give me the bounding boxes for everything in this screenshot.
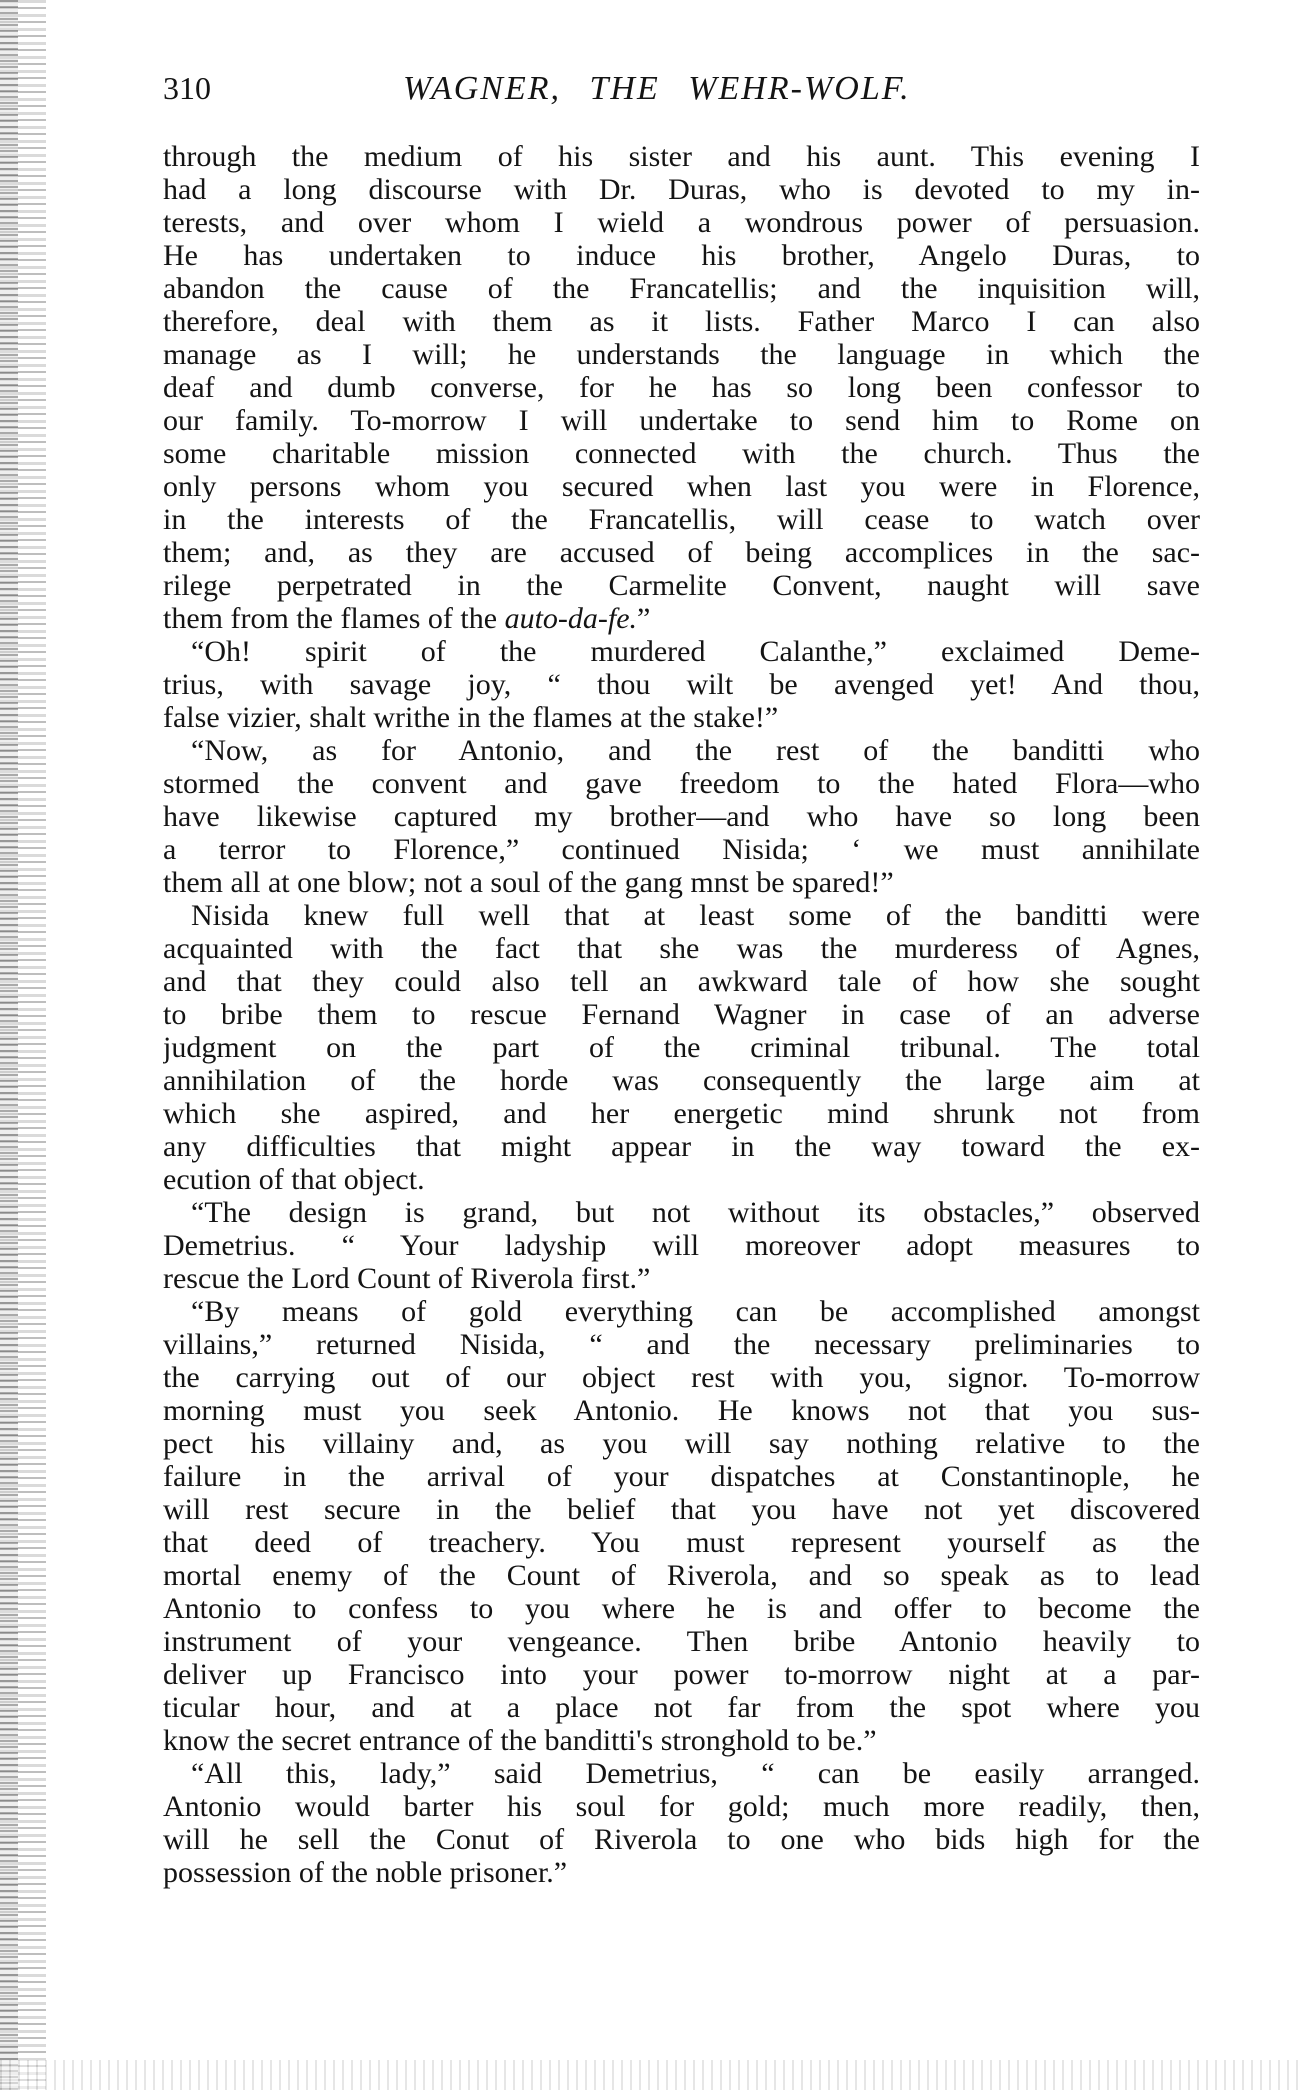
text-line: our family. To-morrow I will undertake to send him to Rome on [163,404,1200,437]
body-text [163,140,1200,1889]
text-line: and that they could also tell an awkward tale of how she sought [163,965,1200,998]
text-line: will rest secure in the belief that you have not yet discovered [163,1493,1200,1526]
text-line: terests, and over whom I wield a wondrous power of persuasion. [163,206,1200,239]
text-line: possession of the noble prisoner.” [163,1856,568,1889]
text-line: He has undertaken to induce his brother, Angelo Duras, to [163,239,1200,272]
text-line: deaf and dumb converse, for he has so long been confessor to [163,371,1200,404]
text-line: instrument of your vengeance. Then bribe Antonio heavily to [163,1625,1200,1658]
text-line: pect his villainy and, as you will say nothing relative to the [163,1427,1200,1460]
text-line: “By means of gold everything can be accomplished amongst [191,1295,1200,1328]
text-line: Nisida knew full well that at least some of the banditti were [191,899,1200,932]
scan-bottom-edge [0,2060,1299,2090]
paragraph [163,899,1200,1196]
scan-edge-dark [0,0,18,2090]
paragraph [163,635,1200,734]
text-line: in the interests of the Francatellis, will cease to watch over [163,503,1200,536]
text-line: ecution of that object. [163,1163,425,1196]
text-line: “Now, as for Antonio, and the rest of the banditti who [191,734,1200,767]
text-line: only persons whom you secured when last you were in Florence, [163,470,1200,503]
text-line: “Oh! spirit of the murdered Calanthe,” exclaimed Deme- [191,635,1200,668]
text-line: failure in the arrival of your dispatches at Constantinople, he [163,1460,1200,1493]
text-line: judgment on the part of the criminal tribunal. The total [163,1031,1200,1064]
text-line: them all at one blow; not a soul of the gang mnst be spared!” [163,866,894,899]
text-line: deliver up Francisco into your power to-morrow night at a par- [163,1658,1200,1691]
text-line: had a long discourse with Dr. Duras, who is devoted to my in- [163,173,1200,206]
text-line: stormed the convent and gave freedom to the hated Flora—who [163,767,1200,800]
text-line: Demetrius. “ Your ladyship will moreover adopt measures to [163,1229,1200,1262]
text-line: that deed of treachery. You must represent yourself as the [163,1526,1200,1559]
text-line: rescue the Lord Count of Riverola first.” [163,1262,651,1295]
paragraph [163,1196,1200,1295]
text-line: mortal enemy of the Count of Riverola, and so speak as to lead [163,1559,1200,1592]
text-line: them; and, as they are accused of being accomplices in the sac- [163,536,1200,569]
text-line: morning must you seek Antonio. He knows not that you sus- [163,1394,1200,1427]
paragraph [163,140,1200,635]
running-title: WAGNER, THE WEHR-WOLF. [403,70,911,107]
text-fragment: ” [637,602,651,635]
text-line: ticular hour, and at a place not far from the spot where you [163,1691,1200,1724]
text-line: annihilation of the horde was consequently the large aim at [163,1064,1200,1097]
text-line: rilege perpetrated in the Carmelite Convent, naught will save [163,569,1200,602]
text-line: know the secret entrance of the banditti's stronghold to be.” [163,1724,877,1757]
text-line: Antonio would barter his soul for gold; much more readily, then, [163,1790,1200,1823]
text-line: “All this, lady,” said Demetrius, “ can be easily arranged. [191,1757,1200,1790]
text-line: the carrying out of our object rest with you, signor. To-morrow [163,1361,1200,1394]
paragraph [163,1757,1200,1889]
text-line: through the medium of his sister and his aunt. This evening I [163,140,1200,173]
text-line: some charitable mission connected with the church. Thus the [163,437,1200,470]
text-line: false vizier, shalt writhe in the flames at the stake!” [163,701,779,734]
text-line: to bribe them to rescue Fernand Wagner in case of an adverse [163,998,1200,1031]
text-line: will he sell the Conut of Riverola to one who bids high for the [163,1823,1200,1856]
text-line: a terror to Florence,” continued Nisida; ‘ we must annihilate [163,833,1200,866]
text-line: villains,” returned Nisida, “ and the necessary preliminaries to [163,1328,1200,1361]
paragraph [163,734,1200,899]
text-line: any difficulties that might appear in the way toward the ex- [163,1130,1200,1163]
text-line: have likewise captured my brother—and who have so long been [163,800,1200,833]
text-line: acquainted with the fact that she was the murderess of Agnes, [163,932,1200,965]
text-line: “The design is grand, but not without its obstacles,” observed [191,1196,1200,1229]
text-line [163,602,1200,635]
text-line: therefore, deal with them as it lists. Father Marco I can also [163,305,1200,338]
italic-term: auto-da-fe. [504,602,638,635]
text-fragment: them from the flames of the [163,602,505,635]
text-line: trius, with savage joy, “ thou wilt be avenged yet! And thou, [163,668,1200,701]
page-header [163,70,1203,114]
page-number: 310 [163,70,211,106]
paragraph [163,1295,1200,1757]
text-line: which she aspired, and her energetic mind shrunk not from [163,1097,1200,1130]
text-line: abandon the cause of the Francatellis; and the inquisition will, [163,272,1200,305]
text-line: Antonio to confess to you where he is and offer to become the [163,1592,1200,1625]
text-line: manage as I will; he understands the language in which the [163,338,1200,371]
